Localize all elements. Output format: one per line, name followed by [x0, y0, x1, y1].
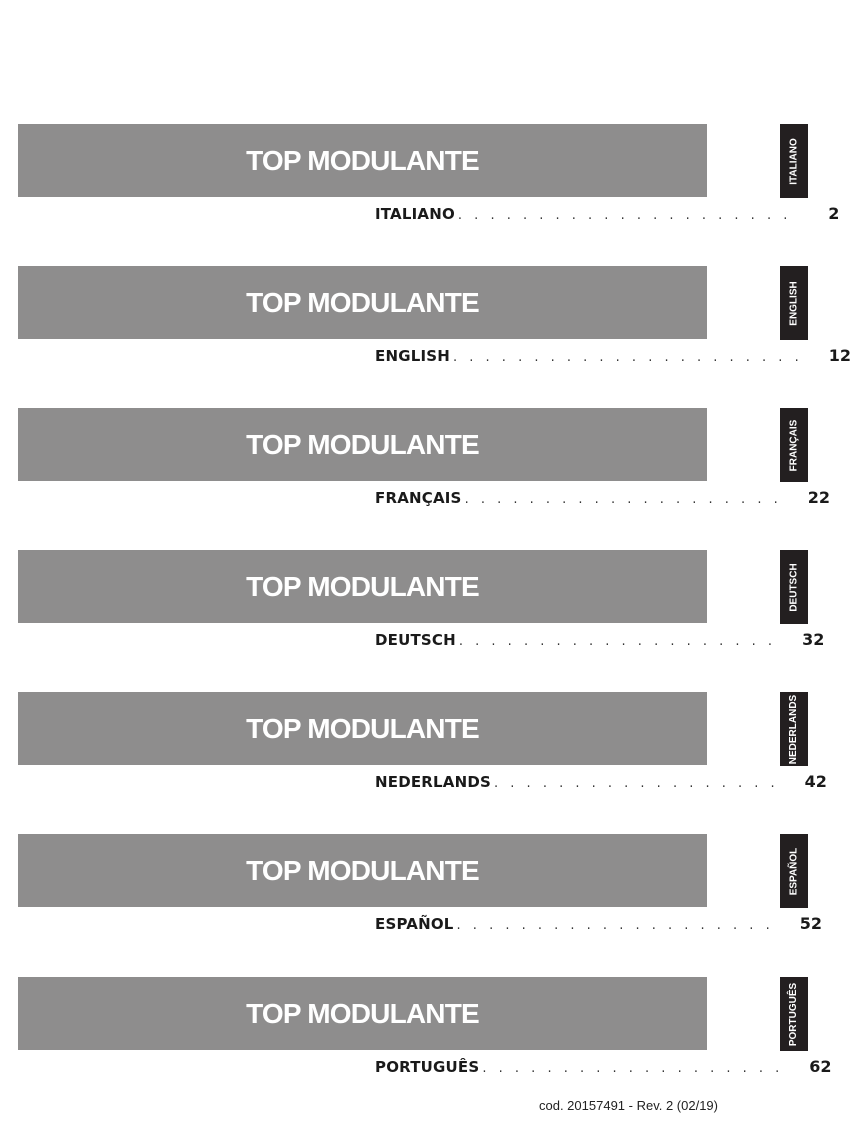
side-tab-label: ENGLISH	[788, 280, 800, 326]
document-code: cod. 20157491 - Rev. 2 (02/19)	[539, 1098, 718, 1113]
section-banner	[18, 408, 707, 481]
section-title: TOP MODULANTE	[246, 997, 479, 1029]
section-espanol	[18, 834, 822, 964]
toc-leader-dots: . . . . . . . . . . . . . . . . . . . .	[464, 492, 782, 507]
section-banner	[18, 692, 707, 765]
section-banner	[18, 977, 707, 1050]
section-deutsch	[18, 550, 825, 680]
toc-page-number: 62	[809, 1057, 832, 1076]
side-tab-label: NEDERLANDS	[788, 694, 800, 764]
section-nederlands	[18, 692, 827, 822]
toc-language-label: ITALIANO	[375, 205, 455, 223]
toc-page-number: 42	[804, 772, 827, 791]
toc-entry-italiano[interactable]	[375, 204, 840, 226]
side-tab-label: ITALIANO	[788, 137, 800, 185]
toc-page-number: 12	[828, 346, 851, 365]
side-tab-francais[interactable]	[780, 408, 808, 482]
toc-entry-english[interactable]	[375, 346, 851, 368]
toc-page-number: 22	[807, 488, 830, 507]
toc-language-label: DEUTSCH	[375, 631, 456, 649]
toc-leader-dots: . . . . . . . . . . . . . . . . . . . . . .	[453, 350, 803, 365]
side-tab-deutsch[interactable]	[780, 550, 808, 624]
side-tab-portugues[interactable]	[780, 977, 808, 1051]
section-title: TOP MODULANTE	[246, 570, 479, 602]
side-tab-espanol[interactable]	[780, 834, 808, 908]
toc-entry-nederlands[interactable]	[375, 772, 827, 794]
toc-page-number: 2	[828, 204, 840, 223]
toc-leader-dots: . . . . . . . . . . . . . . . . . . .	[482, 1061, 784, 1076]
side-tab-english[interactable]	[780, 266, 808, 340]
toc-language-label: ENGLISH	[375, 347, 451, 365]
section-title: TOP MODULANTE	[246, 854, 479, 886]
toc-language-label: NEDERLANDS	[375, 773, 492, 791]
side-tab-label: FRANÇAIS	[788, 419, 800, 471]
section-italiano	[18, 124, 840, 254]
section-banner	[18, 266, 707, 339]
side-tab-italiano[interactable]	[780, 124, 808, 198]
section-title: TOP MODULANTE	[246, 144, 479, 176]
toc-language-label: PORTUGUÊS	[375, 1058, 480, 1076]
side-tab-label: PORTUGUÊS	[788, 982, 800, 1046]
toc-leader-dots: . . . . . . . . . . . . . . . . . . . . .	[457, 208, 792, 223]
toc-entry-deutsch[interactable]	[375, 630, 825, 652]
toc-leader-dots: . . . . . . . . . . . . . . . . . . . .	[456, 918, 774, 933]
side-tab-label: DEUTSCH	[788, 562, 800, 612]
section-title: TOP MODULANTE	[246, 286, 479, 318]
side-tab-label: ESPAÑOL	[788, 847, 800, 895]
toc-entry-espanol[interactable]	[375, 914, 822, 936]
section-banner	[18, 550, 707, 623]
toc-entry-francais[interactable]	[375, 488, 830, 510]
toc-leader-dots: . . . . . . . . . . . . . . . . . .	[494, 776, 779, 791]
toc-language-label: FRANÇAIS	[375, 489, 462, 507]
section-title: TOP MODULANTE	[246, 428, 479, 460]
toc-page-number: 32	[802, 630, 825, 649]
section-banner	[18, 124, 707, 197]
toc-entry-portugues[interactable]	[375, 1057, 832, 1079]
side-tab-nederlands[interactable]	[780, 692, 808, 766]
toc-leader-dots: . . . . . . . . . . . . . . . . . . . .	[458, 634, 777, 649]
toc-page-number: 52	[799, 914, 822, 933]
section-title: TOP MODULANTE	[246, 712, 479, 744]
section-banner	[18, 834, 707, 907]
section-francais	[18, 408, 830, 538]
section-english	[18, 266, 851, 396]
section-portugues	[18, 977, 832, 1107]
toc-language-label: ESPAÑOL	[375, 915, 454, 933]
